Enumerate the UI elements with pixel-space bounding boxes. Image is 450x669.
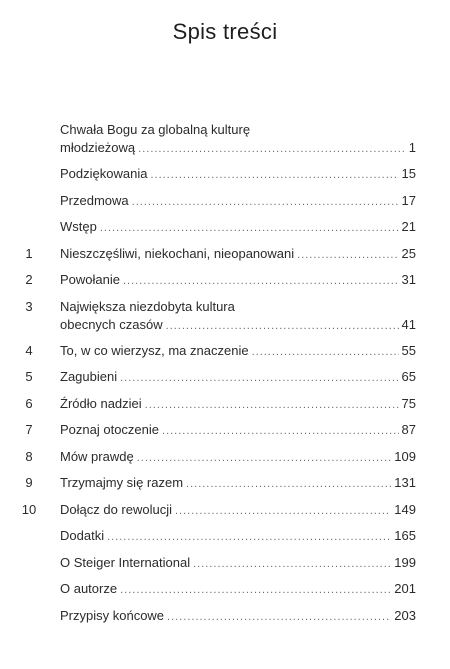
page-number: 165 xyxy=(394,528,416,543)
toc-list xyxy=(0,121,450,633)
entry-title: Nieszczęśliwi, niekochani, nieopanowani xyxy=(60,245,295,261)
entry-title: Przypisy końcowe xyxy=(60,607,165,623)
toc-row xyxy=(60,192,416,211)
toc-entry[interactable] xyxy=(0,121,450,165)
dot-leader xyxy=(107,528,391,546)
toc-entry[interactable] xyxy=(0,298,450,342)
page-number: 31 xyxy=(401,272,416,287)
entry-title: O Steiger International xyxy=(60,554,191,570)
page-number: 75 xyxy=(401,395,416,411)
entry-title: Zagubieni xyxy=(60,369,118,384)
page-number: 1 xyxy=(408,140,416,155)
toc-row xyxy=(60,554,416,573)
page-number: 199 xyxy=(394,554,416,570)
chapter-number: 3 xyxy=(25,298,33,314)
toc-entry[interactable] xyxy=(0,342,450,369)
dot-leader xyxy=(138,140,406,158)
dot-leader xyxy=(100,219,399,237)
toc-row xyxy=(60,342,416,361)
chapter-number: 7 xyxy=(25,422,33,437)
entry-title: Źródło nadziei xyxy=(60,395,142,411)
entry-title: To, w co wierzysz, ma znaczenie xyxy=(60,342,249,358)
dot-leader xyxy=(252,343,399,361)
dot-leader xyxy=(175,502,391,520)
dot-leader xyxy=(162,422,399,440)
toc-row xyxy=(60,448,416,467)
chapter-number: 8 xyxy=(25,448,33,464)
page-number: 201 xyxy=(394,581,416,596)
dot-leader xyxy=(167,608,391,626)
page-number: 25 xyxy=(401,245,416,261)
page-title: Spis treści xyxy=(172,19,278,44)
page-number: 203 xyxy=(394,607,416,623)
toc-entry[interactable] xyxy=(0,501,450,528)
page-number: 109 xyxy=(394,448,416,464)
page-number: 131 xyxy=(394,475,416,490)
toc-row xyxy=(60,527,416,546)
toc-entry[interactable] xyxy=(0,271,450,298)
dot-leader xyxy=(120,369,398,387)
toc-entry[interactable] xyxy=(0,580,450,607)
entry-title: Dołącz do rewolucji xyxy=(60,501,172,517)
toc-entry[interactable] xyxy=(0,218,450,245)
entry-title: Mów prawdę xyxy=(60,448,134,464)
toc-entry[interactable] xyxy=(0,245,450,272)
toc-row xyxy=(60,501,416,520)
entry-title-line1: Chwała Bogu za globalną kulturę xyxy=(60,122,251,137)
toc-entry[interactable] xyxy=(0,368,450,395)
toc-row xyxy=(60,139,416,158)
dot-leader xyxy=(120,581,391,599)
toc-entry[interactable] xyxy=(0,527,450,554)
toc-entry[interactable] xyxy=(0,554,450,581)
dot-leader xyxy=(186,475,391,493)
dot-leader xyxy=(145,396,399,414)
toc-entry[interactable] xyxy=(0,165,450,192)
toc-row xyxy=(60,218,416,237)
entry-title-line1: Największa niezdobyta kultura xyxy=(60,298,235,314)
entry-title: Powołanie xyxy=(60,272,120,287)
entry-title: Podziękowania xyxy=(60,166,148,181)
page-number: 149 xyxy=(394,501,416,517)
page-number: 21 xyxy=(401,219,416,234)
page-number: 17 xyxy=(401,192,416,208)
dot-leader xyxy=(166,317,399,335)
chapter-number: 4 xyxy=(25,342,33,358)
toc-row xyxy=(60,607,416,626)
dot-leader xyxy=(193,555,391,573)
dot-leader xyxy=(150,166,398,184)
page-number: 41 xyxy=(401,316,416,332)
chapter-number: 1 xyxy=(25,245,33,261)
entry-title: Wstęp xyxy=(60,219,97,234)
toc-entry[interactable] xyxy=(0,474,450,501)
toc-entry[interactable] xyxy=(0,448,450,475)
toc-entry[interactable] xyxy=(0,607,450,634)
chapter-number: 6 xyxy=(25,395,33,411)
entry-title: Dodatki xyxy=(60,528,105,543)
entry-title: Poznaj otoczenie xyxy=(60,422,160,437)
chapter-number: 10 xyxy=(21,501,37,517)
entry-title: młodzieżową xyxy=(60,140,136,155)
chapter-number: 9 xyxy=(25,475,33,490)
toc-row xyxy=(60,245,416,264)
dot-leader xyxy=(123,272,399,290)
dot-leader xyxy=(137,449,392,467)
entry-title: Trzymajmy się razem xyxy=(60,475,184,490)
dot-leader xyxy=(297,246,398,264)
page-number: 55 xyxy=(401,342,416,358)
page-number: 15 xyxy=(401,166,416,181)
page-number: 87 xyxy=(401,422,416,437)
toc-entry[interactable] xyxy=(0,192,450,219)
toc-row xyxy=(60,421,416,440)
entry-title: Przedmowa xyxy=(60,192,129,208)
dot-leader xyxy=(132,193,399,211)
toc-row xyxy=(60,368,416,387)
entry-title: O autorze xyxy=(60,581,118,596)
toc-row xyxy=(60,580,416,599)
toc-row xyxy=(60,316,416,335)
entry-title: obecnych czasów xyxy=(60,316,163,332)
page-number: 65 xyxy=(401,369,416,384)
chapter-number: 5 xyxy=(25,369,33,384)
toc-row xyxy=(60,271,416,290)
toc-row xyxy=(60,395,416,414)
toc-entry[interactable] xyxy=(0,395,450,422)
toc-row xyxy=(60,474,416,493)
chapter-number: 2 xyxy=(25,272,33,287)
toc-row xyxy=(60,165,416,184)
toc-entry[interactable] xyxy=(0,421,450,448)
